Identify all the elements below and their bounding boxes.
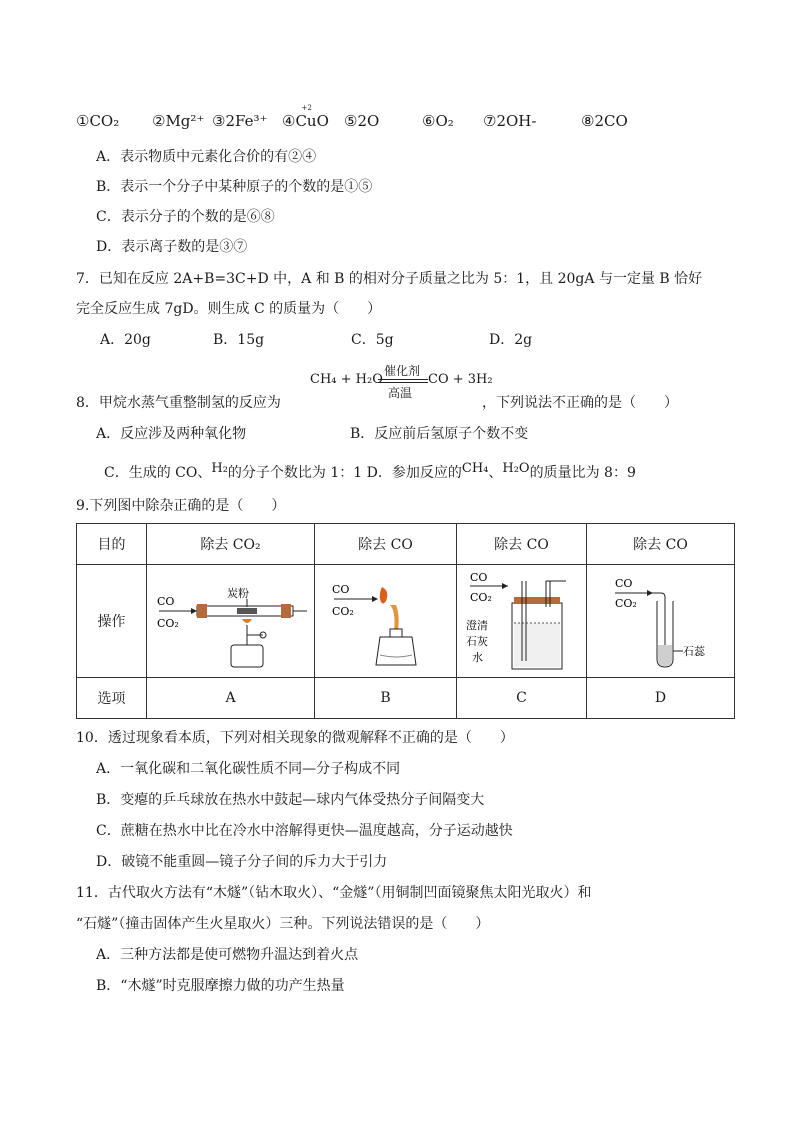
- option-d: D: [587, 678, 735, 719]
- symbol-2: ②Mg²⁺: [152, 112, 205, 130]
- q6-option-b: B．表示一个分子中某种原子的个数的是①⑤: [96, 179, 373, 195]
- table-header-goal: 目的: [77, 524, 147, 565]
- apparatus-c: [457, 565, 587, 678]
- test-tube-litmus-icon: [601, 571, 721, 671]
- burning-gas-apparatus-icon: [326, 571, 446, 671]
- q11-option-a: A．三种方法都是使可燃物升温达到着火点: [96, 947, 359, 963]
- q7-option-d: D．2g: [489, 332, 533, 348]
- q11-stem-line2: “石燧”（撞击固体产生火星取火）三种。下列说法错误的是（ ）: [76, 916, 490, 932]
- apparatus-d: [587, 565, 735, 678]
- symbol-5: ⑤2O: [344, 112, 380, 130]
- q6-option-d: D．表示离子数的是③⑦: [96, 239, 248, 255]
- q7-stem-line1: 7．已知在反应 2A+B=3C+D 中，A 和 B 的相对分子质量之比为 5：1，且 20gA 与一定量 B 恰好: [76, 271, 703, 287]
- equation-left: CH₄ + H₂O: [310, 372, 383, 387]
- svg-text:CO₂: CO₂: [331, 605, 354, 618]
- symbol-list: [76, 104, 716, 134]
- svg-text:CO: CO: [156, 595, 174, 608]
- equation-arrow-line1: [378, 379, 428, 380]
- table-header-option: 选项: [77, 678, 147, 719]
- symbol-8: ⑧2CO: [581, 112, 628, 130]
- goal-a: 除去 CO₂: [147, 524, 315, 565]
- svg-text:CO₂: CO₂: [156, 617, 179, 630]
- svg-text:CO₂: CO₂: [469, 591, 492, 604]
- symbol-3: ③2Fe³⁺: [212, 112, 268, 130]
- q8-stem-end: ，下列说法不正确的是（ ）: [482, 395, 678, 411]
- svg-text:石灰: 石灰: [465, 635, 488, 648]
- q6-option-c: C．表示分子的个数的是⑥⑧: [96, 209, 275, 225]
- symbol-4: ④ +2 CuO: [282, 104, 329, 130]
- table-header-operation: 操作: [77, 565, 147, 678]
- svg-text:澄清: 澄清: [465, 619, 488, 632]
- purification-table: [76, 523, 735, 719]
- equation-arrow-line2: [378, 382, 428, 383]
- apparatus-a: [147, 565, 315, 678]
- q9-stem: 9.下列图中除杂正确的是（ ）: [76, 498, 286, 514]
- goal-c: 除去 CO: [457, 524, 587, 565]
- svg-text:CO: CO: [614, 577, 632, 590]
- equation-condition-top: 催化剂: [384, 364, 421, 378]
- equation-condition-bottom: 高温: [388, 386, 413, 400]
- heated-tube-apparatus-icon: [151, 571, 311, 671]
- q11-stem-line1: 11．古代取火方法有“木燧”（钻木取火）、“金燧”（用铜制凹面镜聚焦太阳光取火）和: [76, 885, 592, 901]
- q7-option-c: C．5g: [351, 332, 394, 348]
- q10-option-c: C．蔗糖在热水中比在冷水中溶解得更快—温度越高，分子运动越快: [96, 823, 513, 839]
- svg-text:CO₂: CO₂: [614, 597, 637, 610]
- q10-stem: 10．透过现象看本质，下列对相关现象的微观解释不正确的是（ ）: [76, 730, 514, 746]
- q10-option-d: D．破镜不能重圆—镜子分子间的斥力大于引力: [96, 854, 388, 870]
- q11-option-b: B．“木燧”时克服摩擦力做的功产生热量: [96, 978, 345, 994]
- equation-right: CO + 3H₂: [428, 372, 493, 387]
- symbol-7: ⑦2OH-: [483, 112, 537, 130]
- option-b: B: [315, 678, 457, 719]
- svg-text:水: 水: [471, 651, 483, 664]
- option-c: C: [457, 678, 587, 719]
- gas-washing-bottle-icon: [462, 567, 582, 675]
- symbol-1: ①CO₂: [76, 112, 120, 130]
- q7-stem-line2: 完全反应生成 7gD。则生成 C 的质量为（ ）: [76, 301, 382, 317]
- svg-text:CO: CO: [331, 583, 349, 596]
- goal-d: 除去 CO: [587, 524, 735, 565]
- q8-stem-start: 8．甲烷水蒸气重整制氢的反应为: [76, 395, 281, 411]
- apparatus-b: [315, 565, 457, 678]
- q7-option-b: B．15g: [213, 332, 265, 348]
- option-a: A: [147, 678, 315, 719]
- symbol-6: ⑥O₂: [422, 112, 454, 130]
- svg-text:炭粉: 炭粉: [226, 587, 249, 600]
- svg-text:CO: CO: [469, 571, 487, 584]
- q8-option-a: A．反应涉及两种氧化物: [96, 426, 247, 442]
- q8-option-c-d: C．生成的 CO、H₂的分子个数比为 1：1 D．参加反应的CH₄、H₂O的质量比为 8：9: [104, 461, 636, 481]
- q6-option-a: A．表示物质中元素化合价的有②④: [96, 149, 317, 165]
- svg-text:石蕊: 石蕊: [682, 645, 705, 658]
- goal-b: 除去 CO: [315, 524, 457, 565]
- q10-option-b: B．变瘪的乒乓球放在热水中鼓起—球内气体受热分子间隔变大: [96, 792, 485, 808]
- q10-option-a: A．一氧化碳和二氧化碳性质不同—分子构成不同: [96, 761, 401, 777]
- q8-option-b: B．反应前后氢原子个数不变: [350, 426, 529, 442]
- q7-option-a: A．20g: [100, 332, 151, 348]
